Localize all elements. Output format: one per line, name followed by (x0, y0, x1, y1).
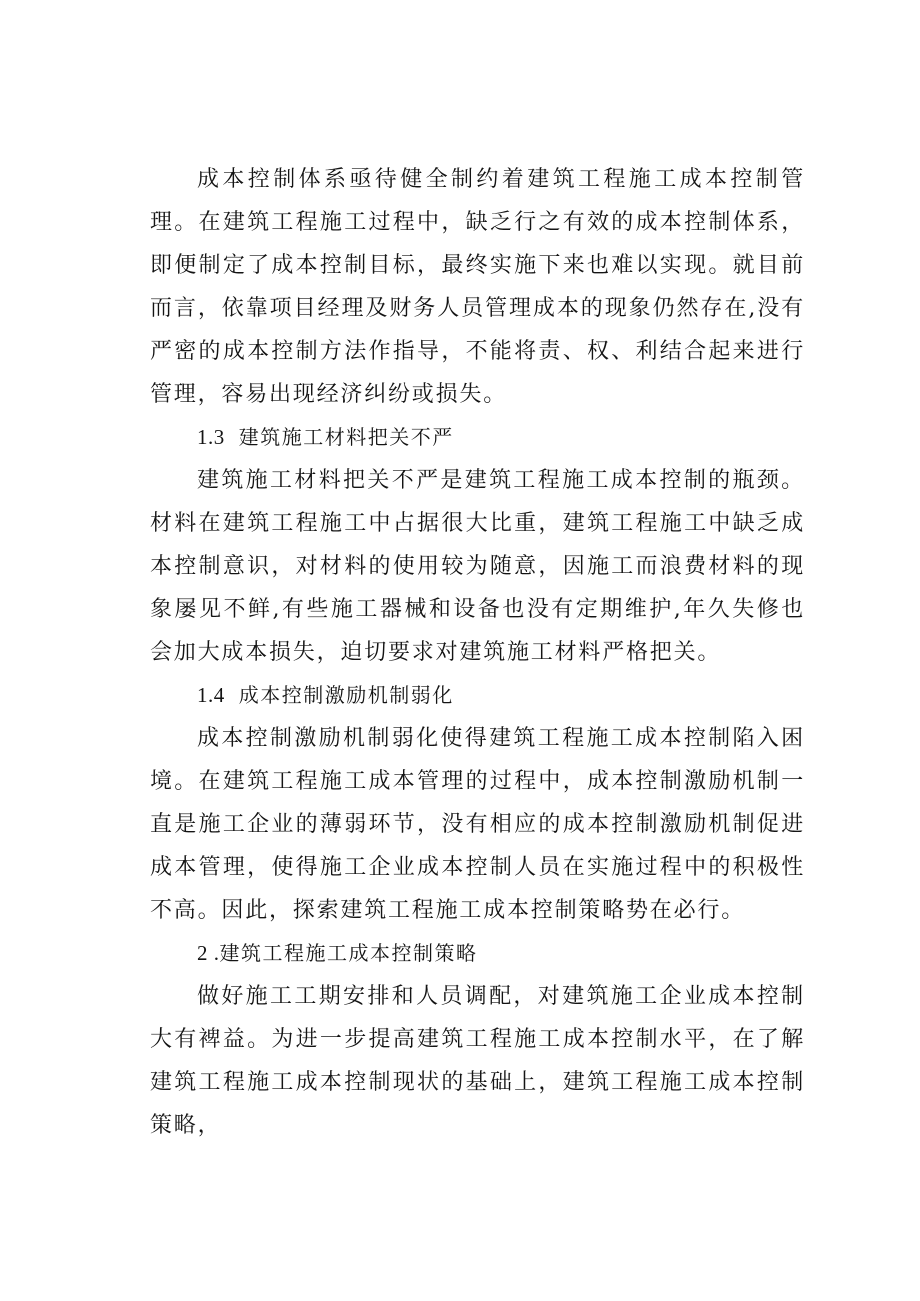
section-number: 1.3 (197, 425, 225, 449)
section-number: 2 . (197, 941, 220, 965)
section-number: 1.4 (197, 683, 225, 707)
paragraph-incentive: 成本控制激励机制弱化使得建筑工程施工成本控制陷入困境。在建筑工程施工成本管理的过程中，成本控制激励机制一直是施工企业的薄弱环节，没有相应的成本控制激励机制促进成本管理，使得施工企业成本控制人员在实施过程中的积极性不高。因此，探索建筑工程施工成本控制策略势在必行。 (150, 726, 805, 923)
paragraph-cost-control-system: 成本控制体系亟待健全制约着建筑工程施工成本控制管理。在建筑工程施工过程中，缺乏行之有效的成本控制体系，即便制定了成本控制目标，最终实施下来也难以实现。就目前而言，依靠项目经理及财务人员管理成本的现象仍然存在,没有严密的成本控制方法作指导，不能将责、权、利结合起来进行管理，容易出现经济纠纷或损失。 (150, 167, 805, 407)
section-title: 成本控制激励机制弱化 (238, 683, 454, 707)
section-title: 建筑工程施工成本控制策略 (219, 941, 478, 965)
document-page (150, 158, 805, 1147)
section-heading-1-3 (150, 416, 805, 459)
paragraph-materials: 建筑施工材料把关不严是建筑工程施工成本控制的瓶颈。材料在建筑工程施工中占据很大比重，建筑工程施工中缺乏成本控制意识，对材料的使用较为随意，因施工而浪费材料的现象屡见不鲜,有些施工器械和设备也没有定期维护,年久失修也会加大成本损失，迫切要求对建筑施工材料严格把关。 (150, 468, 805, 665)
section-heading-1-4 (150, 674, 805, 717)
paragraph-strategies: 做好施工工期安排和人员调配，对建筑施工企业成本控制大有裨益。为进一步提高建筑工程施工成本控制水平，在了解建筑工程施工成本控制现状的基础上，建筑工程施工成本控制策略， (150, 984, 805, 1138)
section-title: 建筑施工材料把关不严 (238, 425, 454, 449)
section-heading-2 (150, 932, 805, 975)
